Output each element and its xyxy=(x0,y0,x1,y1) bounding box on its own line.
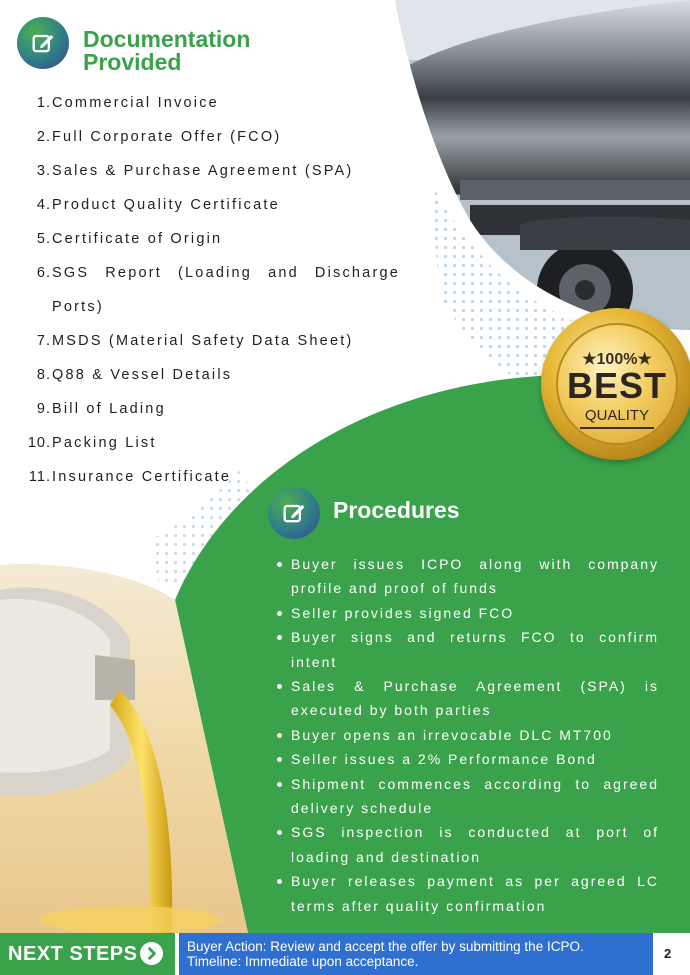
item-text: Full Corporate Offer (FCO) xyxy=(52,129,282,145)
badge-inner xyxy=(556,323,678,445)
next-steps-label: NEXT STEPS xyxy=(8,943,138,965)
documentation-title-line1: Documentation xyxy=(83,26,251,52)
item-text: Insurance Certificate xyxy=(52,469,232,485)
documentation-item xyxy=(20,392,400,426)
documentation-item xyxy=(20,324,400,358)
documentation-item xyxy=(20,188,400,222)
procedure-item: Buyer opens an irrevocable DLC MT700 xyxy=(274,723,659,747)
item-number: 7. xyxy=(36,333,51,349)
item-number: 3. xyxy=(36,163,51,179)
documentation-item xyxy=(20,256,400,324)
next-steps-text xyxy=(187,939,584,969)
edit-icon xyxy=(29,29,57,57)
page-number: 2 xyxy=(664,946,672,961)
procedures-edit-icon xyxy=(268,487,320,539)
procedures-list xyxy=(274,552,659,918)
edit-icon xyxy=(280,499,308,527)
timeline-text: Timeline: Immediate upon acceptance. xyxy=(187,954,419,969)
procedure-item: Shipment commences according to agreed delivery schedule xyxy=(274,772,659,821)
item-text: Bill of Lading xyxy=(52,401,166,417)
documentation-title-line2: Provided xyxy=(83,49,182,75)
item-number: 9. xyxy=(36,401,51,417)
item-number: 4. xyxy=(36,197,51,213)
item-number: 11. xyxy=(28,469,51,485)
item-number: 6. xyxy=(36,265,51,281)
next-steps-bar xyxy=(0,933,175,975)
item-number: 8. xyxy=(36,367,51,383)
procedure-item: Buyer releases payment as per agreed LC terms after quality confirmation xyxy=(274,869,659,918)
item-text: Certificate of Origin xyxy=(52,231,223,247)
documentation-item xyxy=(20,120,400,154)
item-number: 1. xyxy=(36,95,51,111)
documentation-item xyxy=(20,426,400,460)
procedure-item: Sales & Purchase Agreement (SPA) is executed by both parties xyxy=(274,674,659,723)
item-number: 5. xyxy=(36,231,51,247)
item-number: 10. xyxy=(27,435,51,451)
item-text: Packing List xyxy=(52,435,157,451)
procedure-item: Seller issues a 2% Performance Bond xyxy=(274,747,659,771)
documentation-title xyxy=(83,28,303,74)
documentation-item xyxy=(20,86,400,120)
documentation-edit-icon xyxy=(17,17,69,69)
procedure-item: Seller provides signed FCO xyxy=(274,601,659,625)
chevron-right-icon[interactable] xyxy=(140,942,163,965)
item-text: Product Quality Certificate xyxy=(52,197,280,213)
item-text: Q88 & Vessel Details xyxy=(52,367,233,383)
item-text: SGS Report (Loading and Discharge Ports) xyxy=(52,265,400,315)
best-quality-badge xyxy=(541,308,690,460)
procedure-item: Buyer signs and returns FCO to confirm intent xyxy=(274,625,659,674)
item-text: Commercial Invoice xyxy=(52,95,219,111)
badge-underline xyxy=(580,427,654,429)
next-steps-details xyxy=(179,933,653,975)
documentation-item xyxy=(20,154,400,188)
badge-main-text: BEST xyxy=(566,365,667,406)
documentation-item xyxy=(20,358,400,392)
procedures-title: Procedures xyxy=(333,497,460,523)
badge-bottom-text: QUALITY xyxy=(584,407,650,424)
procedure-item: Buyer issues ICPO along with company profile and proof of funds xyxy=(274,552,659,601)
documentation-list xyxy=(20,86,400,494)
procedure-item: SGS inspection is conducted at port of loading and destination xyxy=(274,820,659,869)
badge-top-text: ★100%★ xyxy=(582,351,652,368)
documentation-item xyxy=(20,222,400,256)
item-text: MSDS (Material Safety Data Sheet) xyxy=(52,333,354,349)
buyer-action-text: Buyer Action: Review and accept the offer by submitting the ICPO. xyxy=(187,939,584,954)
item-number: 2. xyxy=(36,129,51,145)
item-text: Sales & Purchase Agreement (SPA) xyxy=(52,163,354,179)
documentation-item xyxy=(20,460,400,494)
